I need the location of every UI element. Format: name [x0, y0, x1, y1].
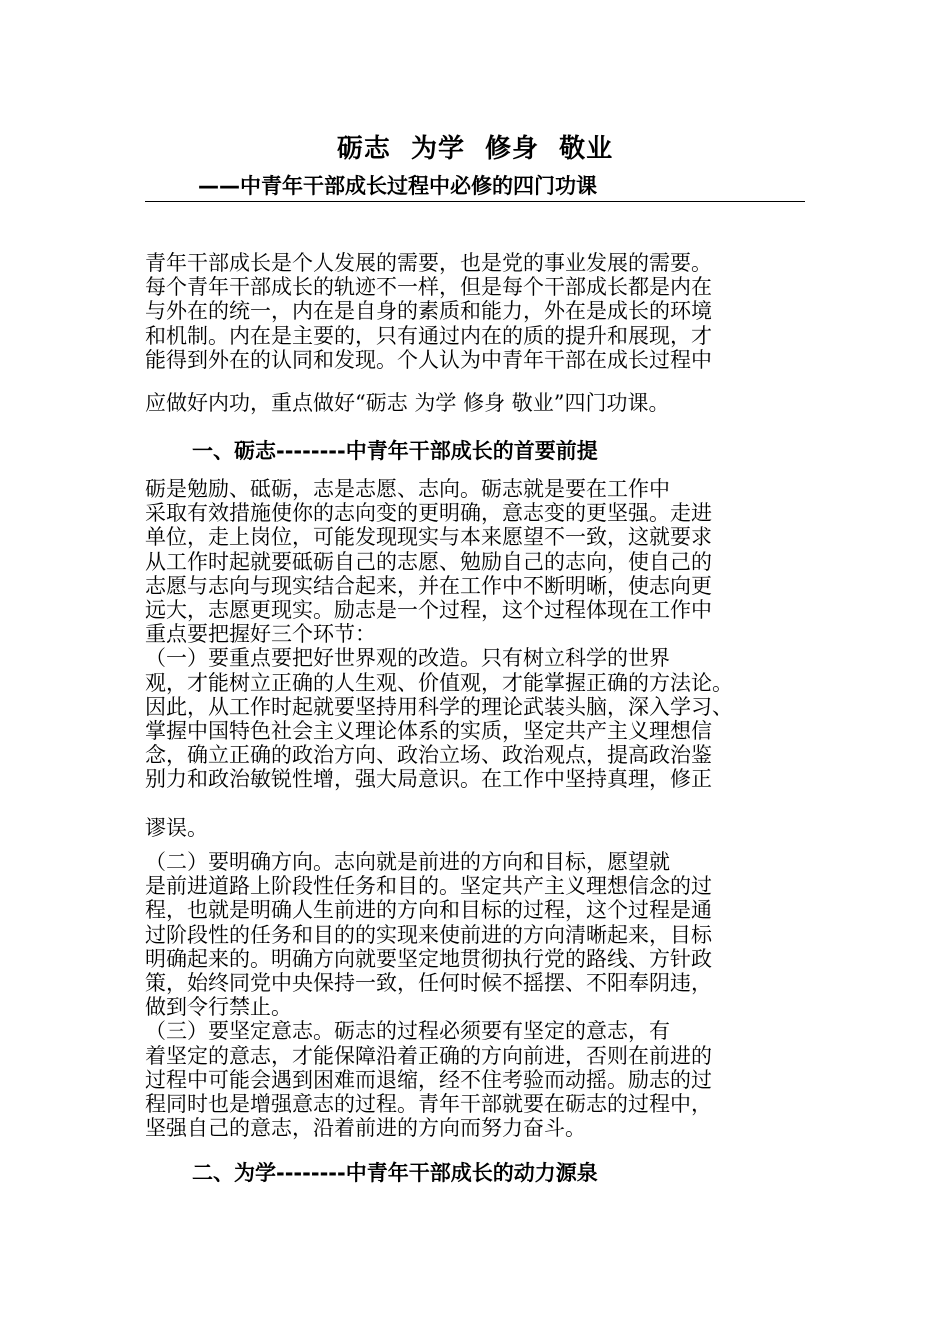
- text-line: 念，确立正确的政治方向、政治立场、政治观点，提高政治鉴: [145, 743, 712, 768]
- text-line: 程同时也是增强意志的过程。青年干部就要在砺志的过程中，: [145, 1091, 712, 1116]
- text-line: 志愿与志向与现实结合起来，并在工作中不断明晰，使志向更: [145, 573, 712, 598]
- text-line: 应做好内功，重点做好“砺志 为学 修身 敬业”四门功课。: [145, 391, 670, 415]
- section-1-last-line: [145, 816, 810, 840]
- section-heading-2: 二、为学--------中青年干部成长的动力源泉: [192, 1161, 598, 1185]
- text-line: 能得到外在的认同和发现。个人认为中青年干部在成长过程中: [145, 347, 712, 372]
- section-1-body: [145, 477, 810, 791]
- text-line: 别力和政治敏锐性增，强大局意识。在工作中坚持真理，修正: [145, 767, 712, 792]
- text-line: 做到令行禁止。: [145, 995, 292, 1020]
- text-line: 策，始终同党中央保持一致，任何时候不摇摆、不阳奉阴违，: [145, 970, 712, 995]
- text-line: （二）要明确方向。志向就是前进的方向和目标，愿望就: [145, 850, 670, 874]
- text-line: 因此，从工作时起就要坚持用科学的理论武装头脑，深入学习、: [145, 694, 733, 719]
- text-line: （一）要重点要把好世界观的改造。只有树立科学的世界: [145, 646, 670, 671]
- text-line: 采取有效措施使你的志向变的更明确，意志变的更坚强。走进: [145, 501, 712, 526]
- text-line: 掌握中国特色社会主义理论体系的实质，坚定共产主义理想信: [145, 718, 712, 743]
- text-line: 明确起来的。明确方向就要坚定地贯彻执行党的路线、方针政: [145, 946, 712, 971]
- document-subtitle: ——中青年干部成长过程中必修的四门功课: [198, 174, 597, 198]
- text-line: 单位，走上岗位，可能发现现实与本来愿望不一致，这就要求: [145, 525, 712, 550]
- text-line: 砺是勉励、砥砺，志是志愿、志向。砺志就是要在工作中: [145, 477, 670, 501]
- text-line: 远大，志愿更现实。励志是一个过程，这个过程体现在工作中: [145, 597, 712, 622]
- text-line: 谬误。: [145, 816, 208, 840]
- text-line: 过程中可能会遇到困难而退缩，经不住考验而动摇。励志的过: [145, 1067, 712, 1092]
- text-line: 观，才能树立正确的人生观、价值观，才能掌握正确的方法论。: [145, 670, 733, 695]
- text-line: 重点要把握好三个环节：: [145, 622, 376, 647]
- text-line: 着坚定的意志，才能保障沿着正确的方向前进，否则在前进的: [145, 1043, 712, 1068]
- text-line: 青年干部成长是个人发展的需要，也是党的事业发展的需要。: [145, 251, 712, 275]
- intro-paragraph: [145, 251, 810, 372]
- text-line: 是前进道路上阶段性任务和目的。坚定共产主义理想信念的过: [145, 874, 712, 899]
- text-line: 每个青年干部成长的轨迹不一样，但是每个干部成长都是内在: [145, 275, 712, 300]
- text-line: 坚强自己的意志，沿着前进的方向而努力奋斗。: [145, 1116, 586, 1141]
- section-1-continued: [145, 850, 810, 1140]
- title-underline: [145, 201, 805, 202]
- text-line: （三）要坚定意志。砺志的过程必须要有坚定的意志，有: [145, 1019, 670, 1044]
- text-line: 程，也就是明确人生前进的方向和目标的过程，这个过程是通: [145, 898, 712, 923]
- document-title: 砺志 为学 修身 敬业: [336, 134, 614, 164]
- section-heading-1: 一、砺志--------中青年干部成长的首要前提: [192, 439, 598, 463]
- intro-last-line: [145, 391, 810, 415]
- text-line: 过阶段性的任务和目的的实现来使前进的方向清晰起来，目标: [145, 922, 712, 947]
- text-line: 与外在的统一，内在是自身的素质和能力，外在是成长的环境: [145, 299, 712, 324]
- text-line: 和机制。内在是主要的，只有通过内在的质的提升和展现，才: [145, 323, 712, 348]
- text-line: 从工作时起就要砥砺自己的志愿、勉励自己的志向，使自己的: [145, 549, 712, 574]
